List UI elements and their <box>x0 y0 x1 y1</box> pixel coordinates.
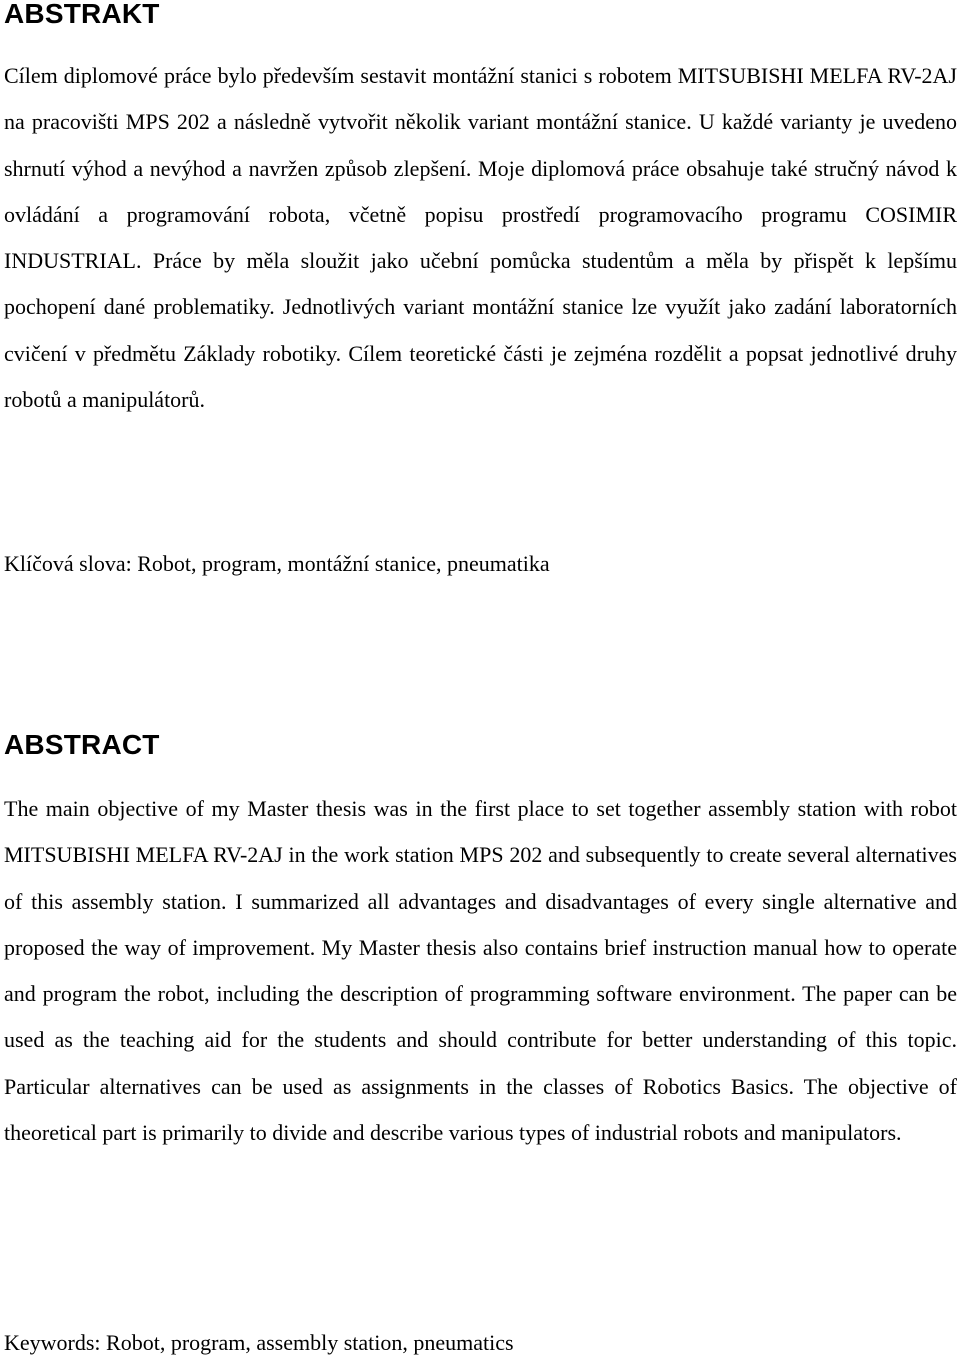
abstract-en-heading: ABSTRACT <box>4 729 160 760</box>
abstract-en-keywords: Keywords: Robot, program, assembly station, pneumatics <box>4 1330 514 1355</box>
abstract-cz-heading: ABSTRAKT <box>4 0 160 29</box>
abstract-cz-body: Cílem diplomové práce bylo především sestavit montážní stanici s robotem MITSUBISHI MELFA RV-2AJ na pracovišti MPS 202 a následně vytvořit několik variant montážní stanice. U každé varianty je uvedeno shrnutí výhod a nevýhod a navržen způsob zlepšení. Moje diplomová práce obsahuje také stručný návod k ovládání a programování robota, včetně popisu prostředí programovacího programu COSIMIR INDUSTRIAL. Práce by měla sloužit jako učební pomůcka studentům a měla by přispět k lepšímu pochopení dané problematiky. Jednotlivých variant montážní stanice lze využít jako zadání laboratorních cvičení v předmětu Základy robotiky. Cílem teoretické části je zejména rozdělit a popsat jednotlivé druhy robotů a manipulátorů. <box>4 63 957 413</box>
abstract-en-body: The main objective of my Master thesis was in the first place to set together assembly station with robot MITSUBISHI MELFA RV-2AJ in the work station MPS 202 and subsequently to create several alternatives of this assembly station. I summarized all advantages and disadvantages of every single alternative and proposed the way of improvement. My Master thesis also contains brief instruction manual how to operate and program the robot, including the description of programming software environment. The paper can be used as the teaching aid for the students and should contribute for better understanding of this topic. Particular alternatives can be used as assignments in the classes of Robotics Basics. The objective of theoretical part is primarily to divide and describe various types of industrial robots and manipulators. <box>4 796 957 1146</box>
abstract-cz-keywords: Klíčová slova: Robot, program, montážní stanice, pneumatika <box>4 551 550 576</box>
